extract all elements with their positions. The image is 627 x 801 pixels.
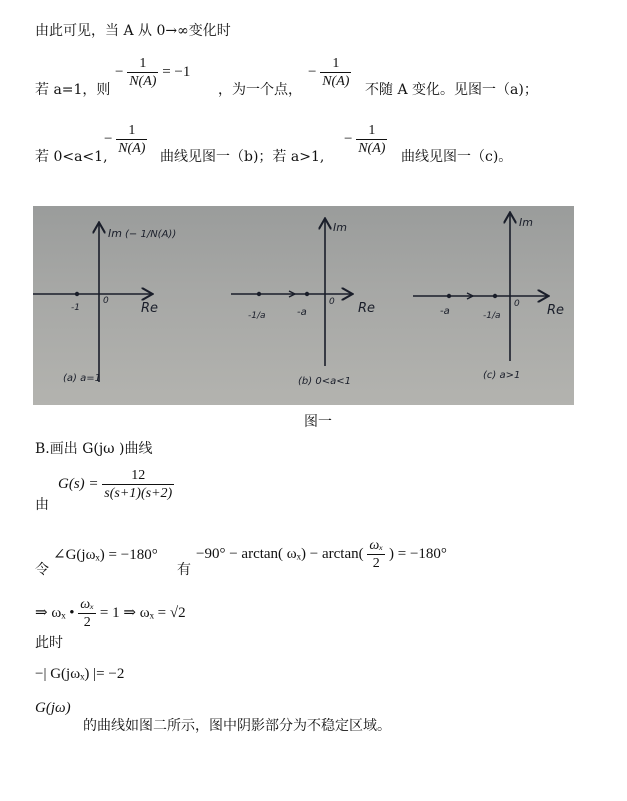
final-sentence: 的曲线如图二所示，图中阴影部分为不稳定区域。 [83, 718, 391, 734]
case-a-middle: ，为一个点， [218, 82, 302, 98]
intro-line: 由此可见，当 A 从 0→∞变化时 [35, 23, 231, 39]
panel-c-origin: 0 [514, 299, 520, 309]
case-b-formula: − $\frac{1}{N(A)}$ [104, 123, 146, 156]
panel-a-point [75, 292, 79, 296]
panel-b-tick-left: -1/a [248, 311, 266, 321]
you2-label: 有 [177, 562, 191, 578]
panel-c-point-right [493, 294, 497, 298]
panel-a-im-label: Im [108, 227, 122, 240]
panel-b-point-right [305, 292, 309, 296]
gs-numerator: 12 [131, 468, 146, 483]
panel-a-im-extra: (− 1/N(A)) [125, 229, 177, 240]
panel-a-tick: -1 [71, 303, 80, 313]
gs-denominator: s(s+1)(s+2) [104, 486, 173, 501]
panel-c-label: (c) a>1 [483, 370, 521, 381]
implication-line: ⇒ ωₓ • $\frac{\text{ωₓ}}{2}$ = 1 ⇒ ωₓ = √2 [35, 597, 186, 630]
you-label: 由 [35, 497, 49, 513]
panel-c-point-left [447, 294, 451, 298]
panel-b [231, 220, 375, 387]
case-bc-c: 曲线见图一（c)。 [401, 149, 513, 165]
panel-b-label: (b) 0<a<1 [298, 376, 351, 387]
panel-a [33, 224, 176, 384]
case-bc-b: 曲线见图一（b)；若 a>1, [160, 149, 325, 165]
panel-b-tick-right: -a [297, 307, 307, 318]
frac-numerator: 1 [139, 56, 147, 71]
case-a-formula: − $\frac{1}{N(A)}$ = −1 [115, 56, 191, 89]
phase-equation: −90° − arctan( ωₓ) − arctan( $\frac{\text{ωₓ}}{2}$ ) = −180° [196, 538, 447, 571]
panel-a-label: (a) a=1 [63, 373, 101, 384]
transfer-function: G(s) = $\frac{12}{s(s+1)(s+2)}$ [58, 468, 173, 501]
panel-a-origin: 0 [103, 296, 109, 306]
case-a-suffix: 不随 A 变化。见图一（a)； [365, 82, 538, 98]
cishi-label: 此时 [35, 635, 63, 651]
angle-condition: ∠G(jωₓ) = −180° [53, 547, 158, 563]
frac-denominator: N(A) [129, 74, 157, 89]
figure-caption: 图一 [304, 414, 332, 430]
panel-a-re-label: Re [141, 301, 159, 316]
magnitude-line: −| G(jωₓ) |= −2 [35, 666, 125, 682]
panel-b-origin: 0 [329, 297, 335, 307]
panel-c-im-label: Im [519, 216, 533, 229]
gjw-symbol: G(jω) [35, 700, 71, 716]
case-a-prefix: 若 a=1，则 [35, 82, 111, 98]
figure-photo [33, 206, 574, 405]
panel-b-point-left [257, 292, 261, 296]
case-c-formula: − $\frac{1}{N(A)}$ [344, 123, 386, 156]
figure-drawing [33, 206, 574, 405]
panel-c-tick-right: -1/a [483, 311, 501, 321]
panel-c [413, 214, 564, 381]
case-bc-a: 若 0<a<1, [35, 149, 108, 165]
panel-c-tick-left: -a [440, 306, 450, 317]
panel-b-im-label: Im [333, 221, 347, 234]
panel-c-re-label: Re [547, 303, 565, 318]
ling-label: 令 [35, 562, 49, 578]
panel-b-re-label: Re [358, 301, 376, 316]
case-a-formula-2: − $\frac{1}{N(A)}$ [308, 56, 350, 89]
section-b-title: B.画出 G(jω )曲线 [35, 441, 153, 457]
